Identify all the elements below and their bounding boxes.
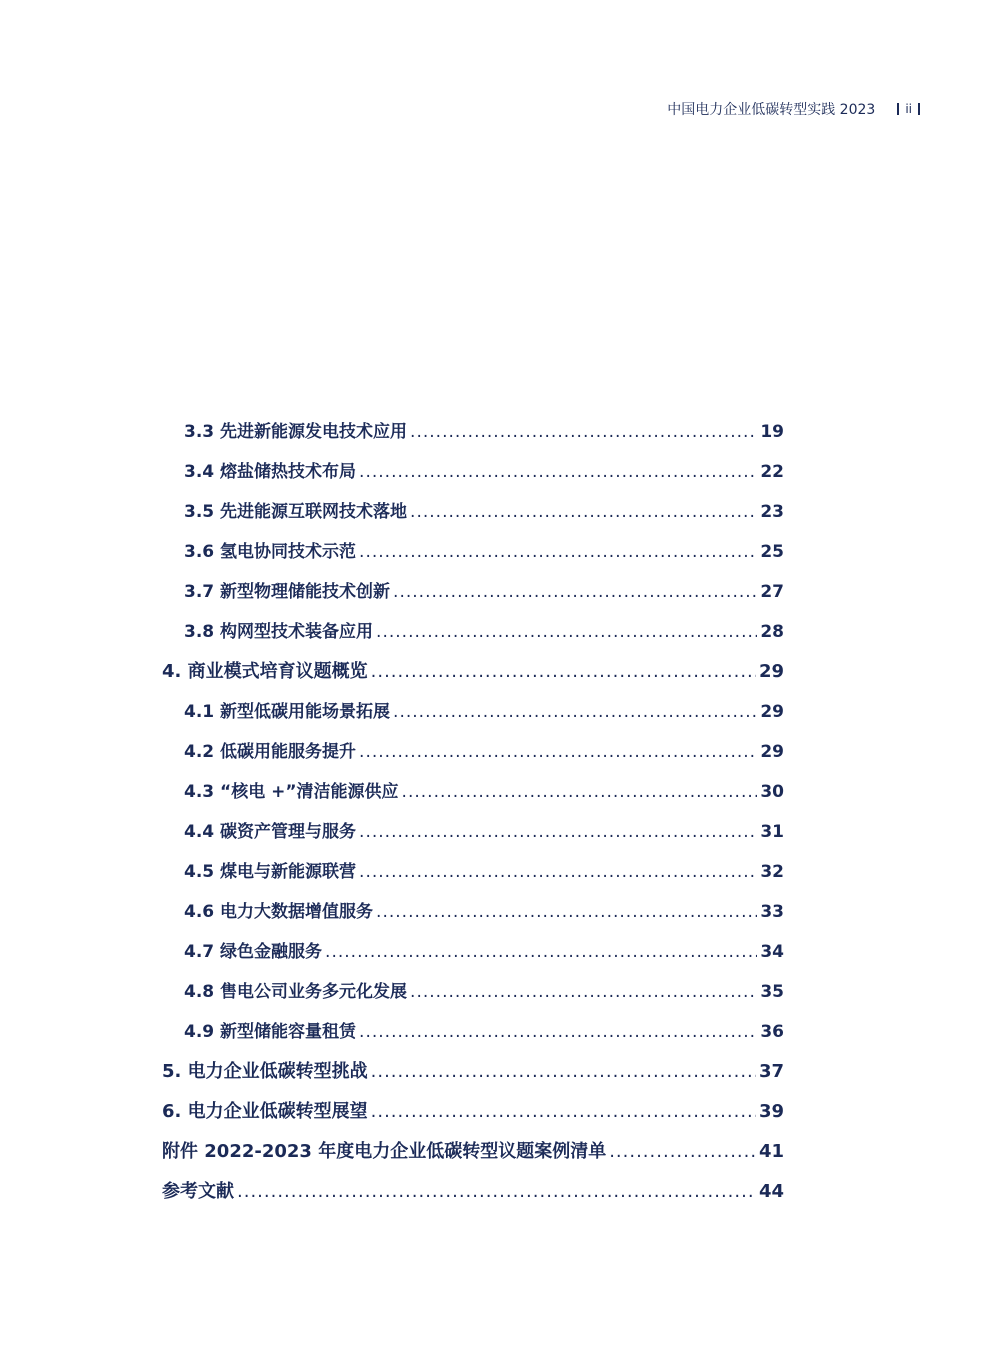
toc-entry[interactable] — [162, 700, 784, 740]
toc-entry-title: 3.7 新型物理储能技术创新 — [184, 582, 391, 602]
toc-entry[interactable] — [162, 620, 784, 660]
dot-leader — [410, 420, 757, 444]
dot-leader — [393, 580, 757, 604]
toc-entry-title: 3.4 熔盐储热技术布局 — [184, 462, 357, 482]
toc-entry-title: 4.9 新型储能容量租赁 — [184, 1022, 357, 1042]
dot-leader — [359, 1020, 757, 1044]
document-title: 中国电力企业低碳转型实践 2023 — [667, 102, 876, 118]
toc-entry-title: 4.4 碳资产管理与服务 — [184, 822, 357, 842]
toc-entry-page: 32 — [760, 862, 784, 882]
toc-entry-title: 4.1 新型低碳用能场景拓展 — [184, 702, 391, 722]
toc-entry-page: 19 — [760, 422, 784, 442]
toc-entry-page: 29 — [760, 702, 784, 722]
toc-entry-page: 25 — [760, 542, 784, 562]
dot-leader — [410, 500, 757, 524]
toc-entry-title: 3.3 先进新能源发电技术应用 — [184, 422, 408, 442]
toc-entry[interactable] — [162, 1180, 784, 1220]
toc-entry-title: 附件 2022-2023 年度电力企业低碳转型议题案例清单 — [162, 1141, 607, 1162]
toc-entry[interactable] — [162, 1060, 784, 1100]
dot-leader — [237, 1180, 756, 1204]
page-number-label: ii — [905, 102, 912, 116]
toc-entry-page: 44 — [758, 1181, 784, 1202]
toc-entry-page: 23 — [760, 502, 784, 522]
dot-leader — [609, 1140, 756, 1164]
toc-entry-page: 29 — [758, 661, 784, 682]
dot-leader — [402, 780, 758, 804]
dot-leader — [393, 700, 757, 724]
dot-leader — [410, 980, 757, 1004]
toc-entry-title: 4.6 电力大数据增值服务 — [184, 902, 374, 922]
dot-leader — [359, 740, 757, 764]
toc-entry[interactable] — [162, 1140, 784, 1180]
toc-entry[interactable] — [162, 460, 784, 500]
dot-leader — [376, 900, 757, 924]
toc-entry-title: 3.5 先进能源互联网技术落地 — [184, 502, 408, 522]
toc-entry-page: 33 — [760, 902, 784, 922]
toc-entry-page: 29 — [760, 742, 784, 762]
toc-entry[interactable] — [162, 660, 784, 700]
toc-entry[interactable] — [162, 940, 784, 980]
dot-leader — [371, 1100, 756, 1124]
toc-entry-title: 4. 商业模式培育议题概览 — [162, 661, 368, 682]
dot-leader — [359, 860, 757, 884]
toc-entry[interactable] — [162, 540, 784, 580]
toc-entry-page: 41 — [758, 1141, 784, 1162]
toc-entry-title: 4.7 绿色金融服务 — [184, 942, 323, 962]
dot-leader — [359, 460, 757, 484]
table-of-contents — [162, 420, 784, 1220]
dot-leader — [371, 660, 756, 684]
toc-entry[interactable] — [162, 1020, 784, 1060]
toc-entry[interactable] — [162, 900, 784, 940]
toc-entry-title: 4.2 低碳用能服务提升 — [184, 742, 357, 762]
dot-leader — [376, 620, 757, 644]
toc-entry[interactable] — [162, 580, 784, 620]
toc-entry[interactable] — [162, 740, 784, 780]
toc-entry-page: 22 — [760, 462, 784, 482]
toc-entry-title: 4.8 售电公司业务多元化发展 — [184, 982, 408, 1002]
toc-entry-page: 27 — [760, 582, 784, 602]
toc-entry[interactable] — [162, 1100, 784, 1140]
dot-leader — [359, 540, 757, 564]
toc-entry-title: 参考文献 — [162, 1181, 234, 1202]
toc-entry-title: 3.8 构网型技术装备应用 — [184, 622, 374, 642]
divider — [897, 103, 899, 115]
divider — [918, 103, 920, 115]
toc-entry[interactable] — [162, 820, 784, 860]
dot-leader — [371, 1060, 756, 1084]
dot-leader — [359, 820, 757, 844]
toc-entry-page: 36 — [760, 1022, 784, 1042]
toc-entry-page: 39 — [758, 1101, 784, 1122]
toc-entry[interactable] — [162, 500, 784, 540]
toc-entry-page: 31 — [760, 822, 784, 842]
toc-entry-page: 30 — [760, 782, 784, 802]
toc-entry-title: 3.6 氢电协同技术示范 — [184, 542, 357, 562]
toc-entry[interactable] — [162, 780, 784, 820]
toc-entry-page: 37 — [758, 1061, 784, 1082]
toc-entry-title: 4.3 “核电 +”清洁能源供应 — [184, 782, 399, 802]
toc-entry[interactable] — [162, 980, 784, 1020]
running-header — [667, 99, 920, 119]
page-number — [897, 102, 920, 116]
toc-entry-page: 28 — [760, 622, 784, 642]
toc-entry-page: 35 — [760, 982, 784, 1002]
toc-entry[interactable] — [162, 420, 784, 460]
toc-entry-title: 4.5 煤电与新能源联营 — [184, 862, 357, 882]
dot-leader — [325, 940, 757, 964]
toc-entry-title: 6. 电力企业低碳转型展望 — [162, 1101, 368, 1122]
toc-entry-page: 34 — [760, 942, 784, 962]
toc-entry-title: 5. 电力企业低碳转型挑战 — [162, 1061, 368, 1082]
toc-entry[interactable] — [162, 860, 784, 900]
